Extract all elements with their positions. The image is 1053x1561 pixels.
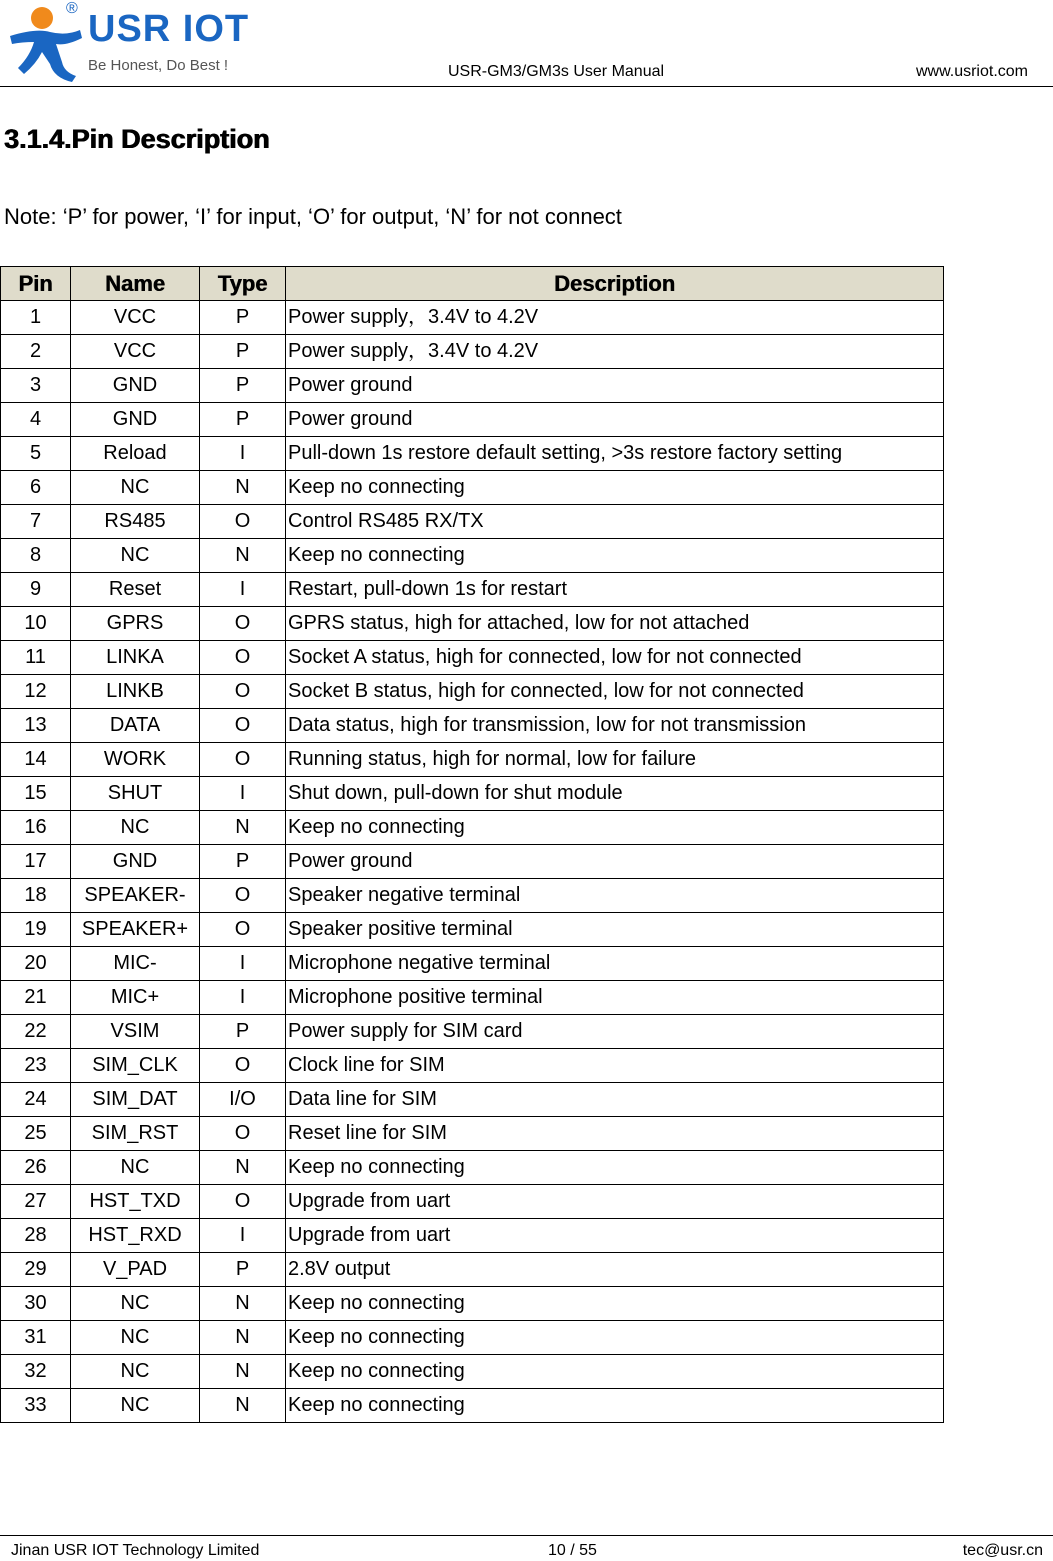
cell-name: SIM_DAT — [71, 1083, 200, 1117]
cell-pin: 25 — [1, 1117, 71, 1151]
cell-description: Running status, high for normal, low for failure — [286, 743, 944, 777]
cell-type: O — [200, 607, 286, 641]
cell-description: Keep no connecting — [286, 539, 944, 573]
table-row — [1, 709, 944, 743]
cell-name: SHUT — [71, 777, 200, 811]
cell-name: GPRS — [71, 607, 200, 641]
cell-description: Reset line for SIM — [286, 1117, 944, 1151]
cell-name: HST_TXD — [71, 1185, 200, 1219]
cell-pin: 31 — [1, 1321, 71, 1355]
table-row — [1, 845, 944, 879]
cell-name: RS485 — [71, 505, 200, 539]
cell-type: I — [200, 573, 286, 607]
cell-pin: 20 — [1, 947, 71, 981]
page-header — [0, 0, 1053, 87]
cell-description: Power ground — [286, 369, 944, 403]
cell-description: Upgrade from uart — [286, 1219, 944, 1253]
cell-pin: 32 — [1, 1355, 71, 1389]
cell-description: Upgrade from uart — [286, 1185, 944, 1219]
cell-description: Speaker positive terminal — [286, 913, 944, 947]
table-header-row — [1, 267, 944, 301]
cell-type: N — [200, 1287, 286, 1321]
cell-name: MIC- — [71, 947, 200, 981]
cell-type: N — [200, 1355, 286, 1389]
column-header-description: Description — [286, 267, 944, 301]
cell-name: GND — [71, 845, 200, 879]
cell-pin: 16 — [1, 811, 71, 845]
cell-name: HST_RXD — [71, 1219, 200, 1253]
cell-pin: 5 — [1, 437, 71, 471]
cell-type: O — [200, 1117, 286, 1151]
cell-type: O — [200, 1049, 286, 1083]
cell-pin: 13 — [1, 709, 71, 743]
table-row — [1, 1321, 944, 1355]
type-legend-note: Note: ‘P’ for power, ‘I’ for input, ‘O’ for output, ‘N’ for not connect — [4, 204, 622, 229]
cell-description: Keep no connecting — [286, 1287, 944, 1321]
table-row — [1, 981, 944, 1015]
cell-type: N — [200, 1389, 286, 1423]
cell-name: NC — [71, 1151, 200, 1185]
cell-type: I — [200, 437, 286, 471]
table-row — [1, 1355, 944, 1389]
cell-name: VCC — [71, 301, 200, 335]
cell-name: NC — [71, 1287, 200, 1321]
cell-pin: 27 — [1, 1185, 71, 1219]
cell-type: O — [200, 641, 286, 675]
table-row — [1, 1151, 944, 1185]
table-row — [1, 743, 944, 777]
table-row — [1, 1185, 944, 1219]
cell-name: VSIM — [71, 1015, 200, 1049]
cell-type: P — [200, 1015, 286, 1049]
table-row — [1, 1253, 944, 1287]
cell-type: P — [200, 301, 286, 335]
table-row — [1, 1015, 944, 1049]
table-row — [1, 777, 944, 811]
company-logo — [6, 0, 250, 82]
cell-pin: 3 — [1, 369, 71, 403]
cell-pin: 22 — [1, 1015, 71, 1049]
cell-description: Clock line for SIM — [286, 1049, 944, 1083]
cell-pin: 18 — [1, 879, 71, 913]
cell-description: Restart, pull-down 1s for restart — [286, 573, 944, 607]
cell-description: Shut down, pull-down for shut module — [286, 777, 944, 811]
pin-description-table — [0, 266, 944, 1423]
cell-description: Power supply for SIM card — [286, 1015, 944, 1049]
cell-description: Keep no connecting — [286, 811, 944, 845]
cell-description: Power supply，3.4V to 4.2V — [286, 335, 944, 369]
cell-type: I — [200, 1219, 286, 1253]
cell-description: Power ground — [286, 403, 944, 437]
cell-description: Pull-down 1s restore default setting, >3s restore factory setting — [286, 437, 944, 471]
cell-type: I/O — [200, 1083, 286, 1117]
table-row — [1, 301, 944, 335]
cell-pin: 6 — [1, 471, 71, 505]
column-header-type: Type — [200, 267, 286, 301]
cell-name: DATA — [71, 709, 200, 743]
table-row — [1, 879, 944, 913]
cell-name: GND — [71, 403, 200, 437]
cell-pin: 33 — [1, 1389, 71, 1423]
cell-type: P — [200, 1253, 286, 1287]
cell-pin: 4 — [1, 403, 71, 437]
cell-name: V_PAD — [71, 1253, 200, 1287]
cell-description: Keep no connecting — [286, 1321, 944, 1355]
cell-name: NC — [71, 1321, 200, 1355]
page-footer — [0, 1535, 1053, 1559]
cell-name: GND — [71, 369, 200, 403]
cell-pin: 7 — [1, 505, 71, 539]
cell-type: O — [200, 913, 286, 947]
cell-type: P — [200, 403, 286, 437]
cell-description: Socket B status, high for connected, low for not connected — [286, 675, 944, 709]
table-row — [1, 1219, 944, 1253]
cell-type: N — [200, 539, 286, 573]
logo-registered-mark: ® — [66, 0, 78, 17]
table-row — [1, 607, 944, 641]
column-header-name: Name — [71, 267, 200, 301]
cell-name: WORK — [71, 743, 200, 777]
table-row — [1, 811, 944, 845]
table-row — [1, 947, 944, 981]
cell-type: O — [200, 1185, 286, 1219]
cell-name: SPEAKER- — [71, 879, 200, 913]
cell-description: Control RS485 RX/TX — [286, 505, 944, 539]
cell-description: Microphone negative terminal — [286, 947, 944, 981]
table-row — [1, 1389, 944, 1423]
cell-type: N — [200, 1321, 286, 1355]
cell-pin: 10 — [1, 607, 71, 641]
cell-type: N — [200, 811, 286, 845]
table-row — [1, 1287, 944, 1321]
cell-name: LINKA — [71, 641, 200, 675]
document-title: USR-GM3/GM3s User Manual — [448, 63, 665, 80]
cell-pin: 17 — [1, 845, 71, 879]
cell-name: NC — [71, 539, 200, 573]
cell-name: SIM_CLK — [71, 1049, 200, 1083]
cell-name: LINKB — [71, 675, 200, 709]
table-row — [1, 1117, 944, 1151]
cell-description: Power supply，3.4V to 4.2V — [286, 301, 944, 335]
section-heading: 3.1.4.Pin Description — [4, 124, 270, 154]
cell-pin: 26 — [1, 1151, 71, 1185]
cell-name: SIM_RST — [71, 1117, 200, 1151]
cell-type: P — [200, 845, 286, 879]
table-row — [1, 1083, 944, 1117]
cell-description: Power ground — [286, 845, 944, 879]
table-row — [1, 1049, 944, 1083]
cell-description: Keep no connecting — [286, 1151, 944, 1185]
table-row — [1, 437, 944, 471]
table-row — [1, 471, 944, 505]
cell-pin: 30 — [1, 1287, 71, 1321]
logo-slogan: Be Honest, Do Best ! — [88, 57, 229, 74]
page-number: 10 / 55 — [548, 1542, 597, 1559]
table-row — [1, 539, 944, 573]
cell-name: VCC — [71, 335, 200, 369]
cell-pin: 8 — [1, 539, 71, 573]
cell-pin: 19 — [1, 913, 71, 947]
cell-type: I — [200, 777, 286, 811]
cell-name: NC — [71, 1355, 200, 1389]
cell-type: P — [200, 369, 286, 403]
cell-type: I — [200, 947, 286, 981]
cell-type: O — [200, 743, 286, 777]
cell-pin: 28 — [1, 1219, 71, 1253]
cell-type: O — [200, 505, 286, 539]
cell-pin: 29 — [1, 1253, 71, 1287]
cell-name: NC — [71, 471, 200, 505]
cell-name: SPEAKER+ — [71, 913, 200, 947]
cell-type: O — [200, 675, 286, 709]
cell-description: Keep no connecting — [286, 471, 944, 505]
footer-email[interactable]: tec@usr.cn — [962, 1542, 1043, 1559]
cell-pin: 11 — [1, 641, 71, 675]
cell-type: O — [200, 709, 286, 743]
cell-description: Keep no connecting — [286, 1389, 944, 1423]
cell-pin: 24 — [1, 1083, 71, 1117]
cell-description: Data line for SIM — [286, 1083, 944, 1117]
cell-description: Data status, high for transmission, low for not transmission — [286, 709, 944, 743]
cell-description: Microphone positive terminal — [286, 981, 944, 1015]
cell-pin: 9 — [1, 573, 71, 607]
cell-description: 2.8V output — [286, 1253, 944, 1287]
cell-description: Speaker negative terminal — [286, 879, 944, 913]
cell-name: NC — [71, 811, 200, 845]
cell-description: GPRS status, high for attached, low for not attached — [286, 607, 944, 641]
cell-type: I — [200, 981, 286, 1015]
cell-name: NC — [71, 1389, 200, 1423]
table-row — [1, 675, 944, 709]
cell-type: P — [200, 335, 286, 369]
cell-pin: 12 — [1, 675, 71, 709]
cell-description: Keep no connecting — [286, 1355, 944, 1389]
table-body — [1, 301, 944, 1423]
website-link[interactable]: www.usriot.com — [915, 63, 1028, 80]
cell-pin: 1 — [1, 301, 71, 335]
cell-pin: 2 — [1, 335, 71, 369]
table-row — [1, 403, 944, 437]
footer-company: Jinan USR IOT Technology Limited — [11, 1542, 260, 1559]
cell-pin: 14 — [1, 743, 71, 777]
cell-type: O — [200, 879, 286, 913]
cell-type: N — [200, 1151, 286, 1185]
cell-description: Socket A status, high for connected, low for not connected — [286, 641, 944, 675]
cell-pin: 15 — [1, 777, 71, 811]
table-row — [1, 335, 944, 369]
column-header-pin: Pin — [1, 267, 71, 301]
cell-name: Reload — [71, 437, 200, 471]
cell-type: N — [200, 471, 286, 505]
cell-pin: 21 — [1, 981, 71, 1015]
cell-name: MIC+ — [71, 981, 200, 1015]
logo-wordmark: USR IOT — [88, 8, 250, 50]
cell-pin: 23 — [1, 1049, 71, 1083]
table-row — [1, 913, 944, 947]
table-row — [1, 369, 944, 403]
cell-name: Reset — [71, 573, 200, 607]
table-row — [1, 641, 944, 675]
table-row — [1, 505, 944, 539]
table-row — [1, 573, 944, 607]
